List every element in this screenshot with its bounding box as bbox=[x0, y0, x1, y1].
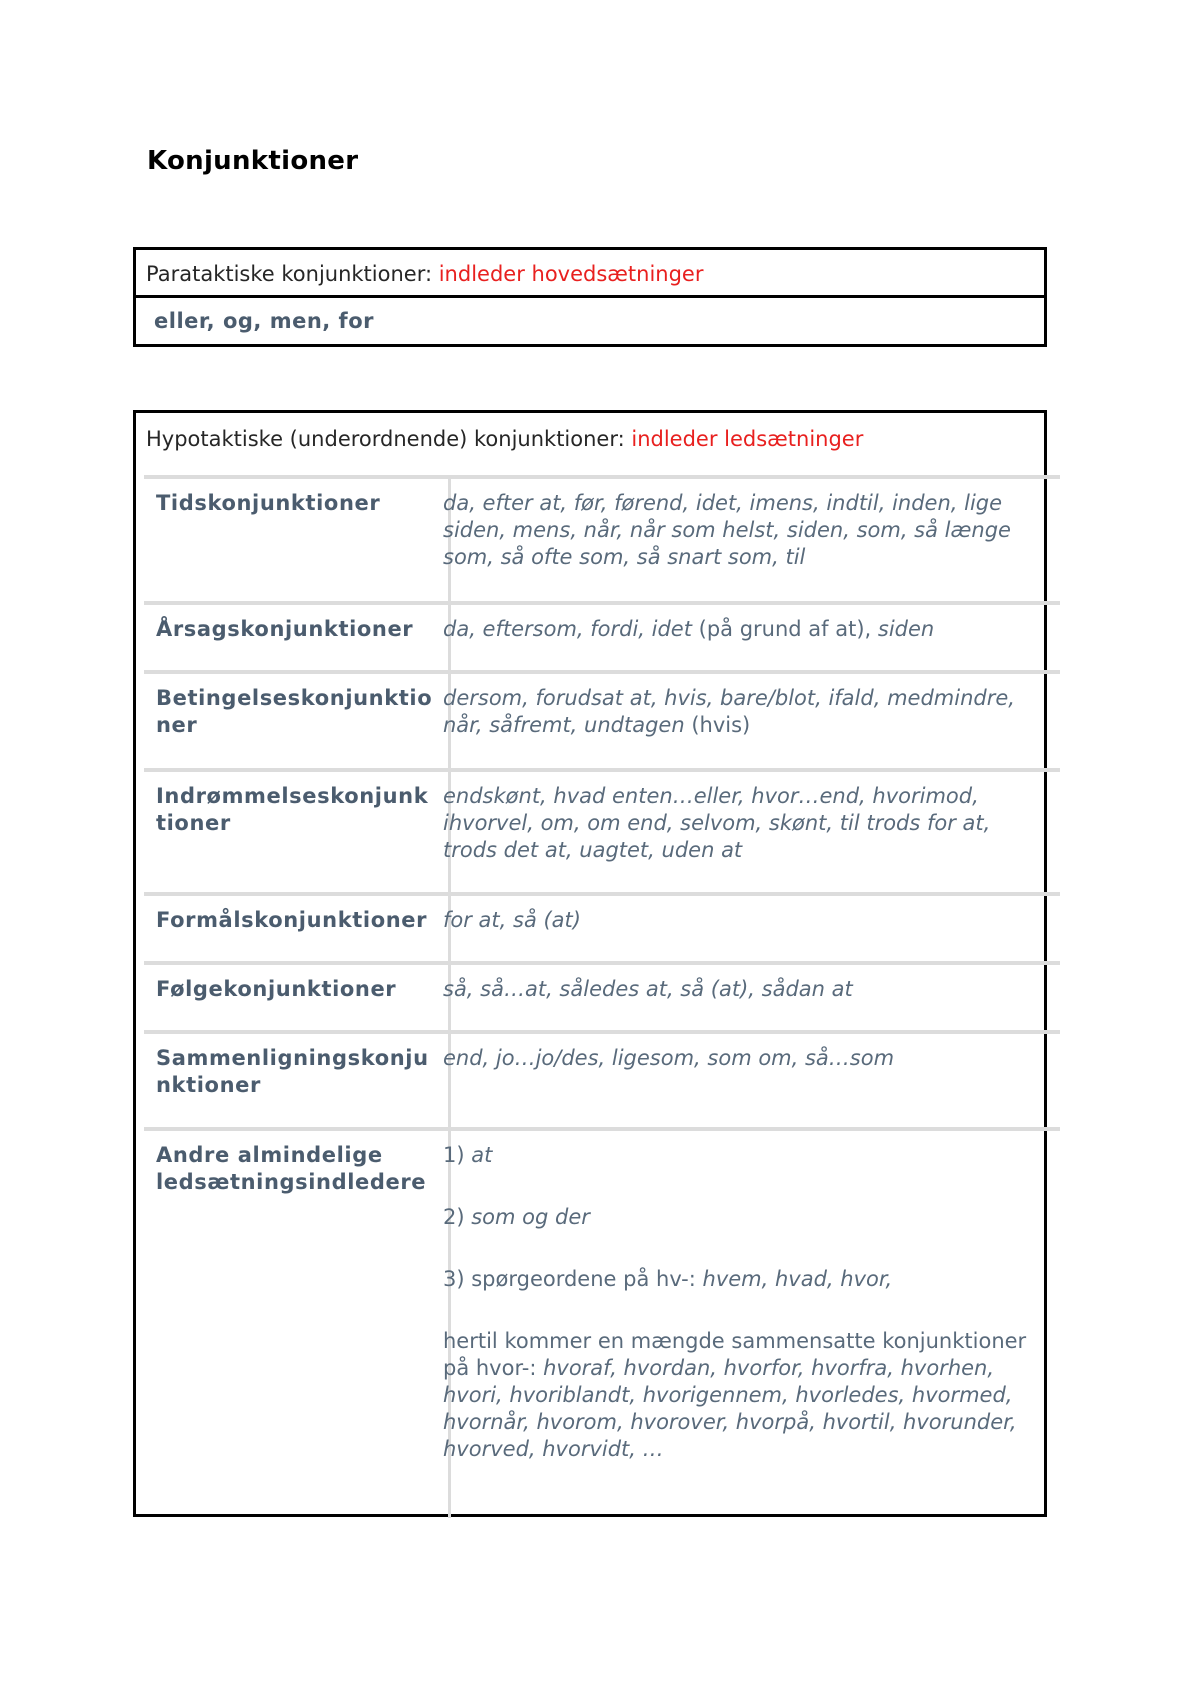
examples-part: da, eftersom, fordi, idet bbox=[443, 617, 699, 641]
category-examples: for at, så (at) bbox=[443, 908, 581, 932]
item-text: hvoraf, hvordan, hvorfor, hvorfra, hvorhen, hvori, hvoriblandt, hvorigennem, hvorledes, hvormed, hvornår, hvorom, hvorover, hvorpå, hvortil, hvorunder, hvorved, hvorvidt, … bbox=[443, 1356, 1017, 1461]
page-title: Konjunktioner bbox=[147, 146, 359, 176]
paratactic-words: eller, og, men, for bbox=[154, 309, 374, 333]
examples-part: (hvis) bbox=[691, 713, 751, 737]
item-label: hertil kommer en mængde sammensatte konjunktioner på hvor-: bbox=[443, 1329, 1027, 1380]
table-row bbox=[144, 475, 1060, 601]
category-examples: så, så…at, således at, så (at), sådan at bbox=[443, 977, 853, 1001]
item-text: som og der bbox=[471, 1205, 590, 1229]
item-number: 2) bbox=[443, 1205, 472, 1229]
hypotactic-header bbox=[146, 427, 863, 451]
paratactic-header-label: Parataktiske konjunktioner: bbox=[146, 262, 439, 286]
paratactic-header bbox=[136, 250, 1044, 298]
item-text: hvem, hvad, hvor, bbox=[702, 1267, 893, 1291]
paratactic-table bbox=[133, 247, 1047, 347]
table-row bbox=[144, 601, 1060, 670]
table-row bbox=[144, 1127, 1060, 1517]
category-label: Formålskonjunktioner bbox=[156, 908, 428, 932]
hypotactic-header-label: Hypotaktiske (underordnende) konjunktioner: bbox=[146, 427, 632, 451]
table-row bbox=[144, 1030, 1060, 1127]
hypotactic-header-note: indleder ledsætninger bbox=[631, 427, 864, 451]
category-examples bbox=[443, 616, 1043, 643]
category-label: Betingelseskonjunktioner bbox=[156, 686, 433, 737]
category-label: Andre almindelige ledsætningsindledere bbox=[156, 1143, 427, 1194]
category-examples: endskønt, hvad enten…eller, hvor…end, hvorimod, ihvorvel, om, om end, selvom, skønt, til trods for at, trods det at, uagtet, uden at bbox=[443, 784, 991, 862]
item-text: at bbox=[471, 1143, 493, 1167]
examples-part: (på grund af at), bbox=[698, 617, 878, 641]
category-examples: da, efter at, før, førend, idet, imens, indtil, inden, lige siden, mens, når, når som helst, siden, som, så længe som, så ofte som, så snart som, til bbox=[443, 491, 1011, 569]
category-examples: end, jo…jo/des, ligesom, som om, så…som bbox=[443, 1046, 895, 1070]
paratactic-header-note: indleder hovedsætninger bbox=[438, 262, 704, 286]
category-examples bbox=[443, 1142, 1043, 1463]
examples-part: siden bbox=[877, 617, 935, 641]
table-row bbox=[144, 961, 1060, 1030]
table-row bbox=[144, 670, 1060, 768]
category-label: Indrømmelseskonjunktioner bbox=[156, 784, 429, 835]
table-row bbox=[144, 768, 1060, 892]
item-number: 1) bbox=[443, 1143, 472, 1167]
item-label: 3) spørgeordene på hv-: bbox=[443, 1267, 703, 1291]
examples-part: dersom, forudsat at, hvis, bare/blot, ifald, medmindre, når, såfremt, undtagen bbox=[443, 686, 1015, 737]
table-row bbox=[144, 892, 1060, 961]
category-label: Årsagskonjunktioner bbox=[156, 617, 414, 641]
hypotactic-table bbox=[133, 410, 1047, 1517]
category-examples bbox=[443, 685, 1043, 739]
category-label: Sammenligningskonjunktioner bbox=[156, 1046, 429, 1097]
category-label: Følgekonjunktioner bbox=[156, 977, 397, 1001]
category-label: Tidskonjunktioner bbox=[156, 491, 381, 515]
